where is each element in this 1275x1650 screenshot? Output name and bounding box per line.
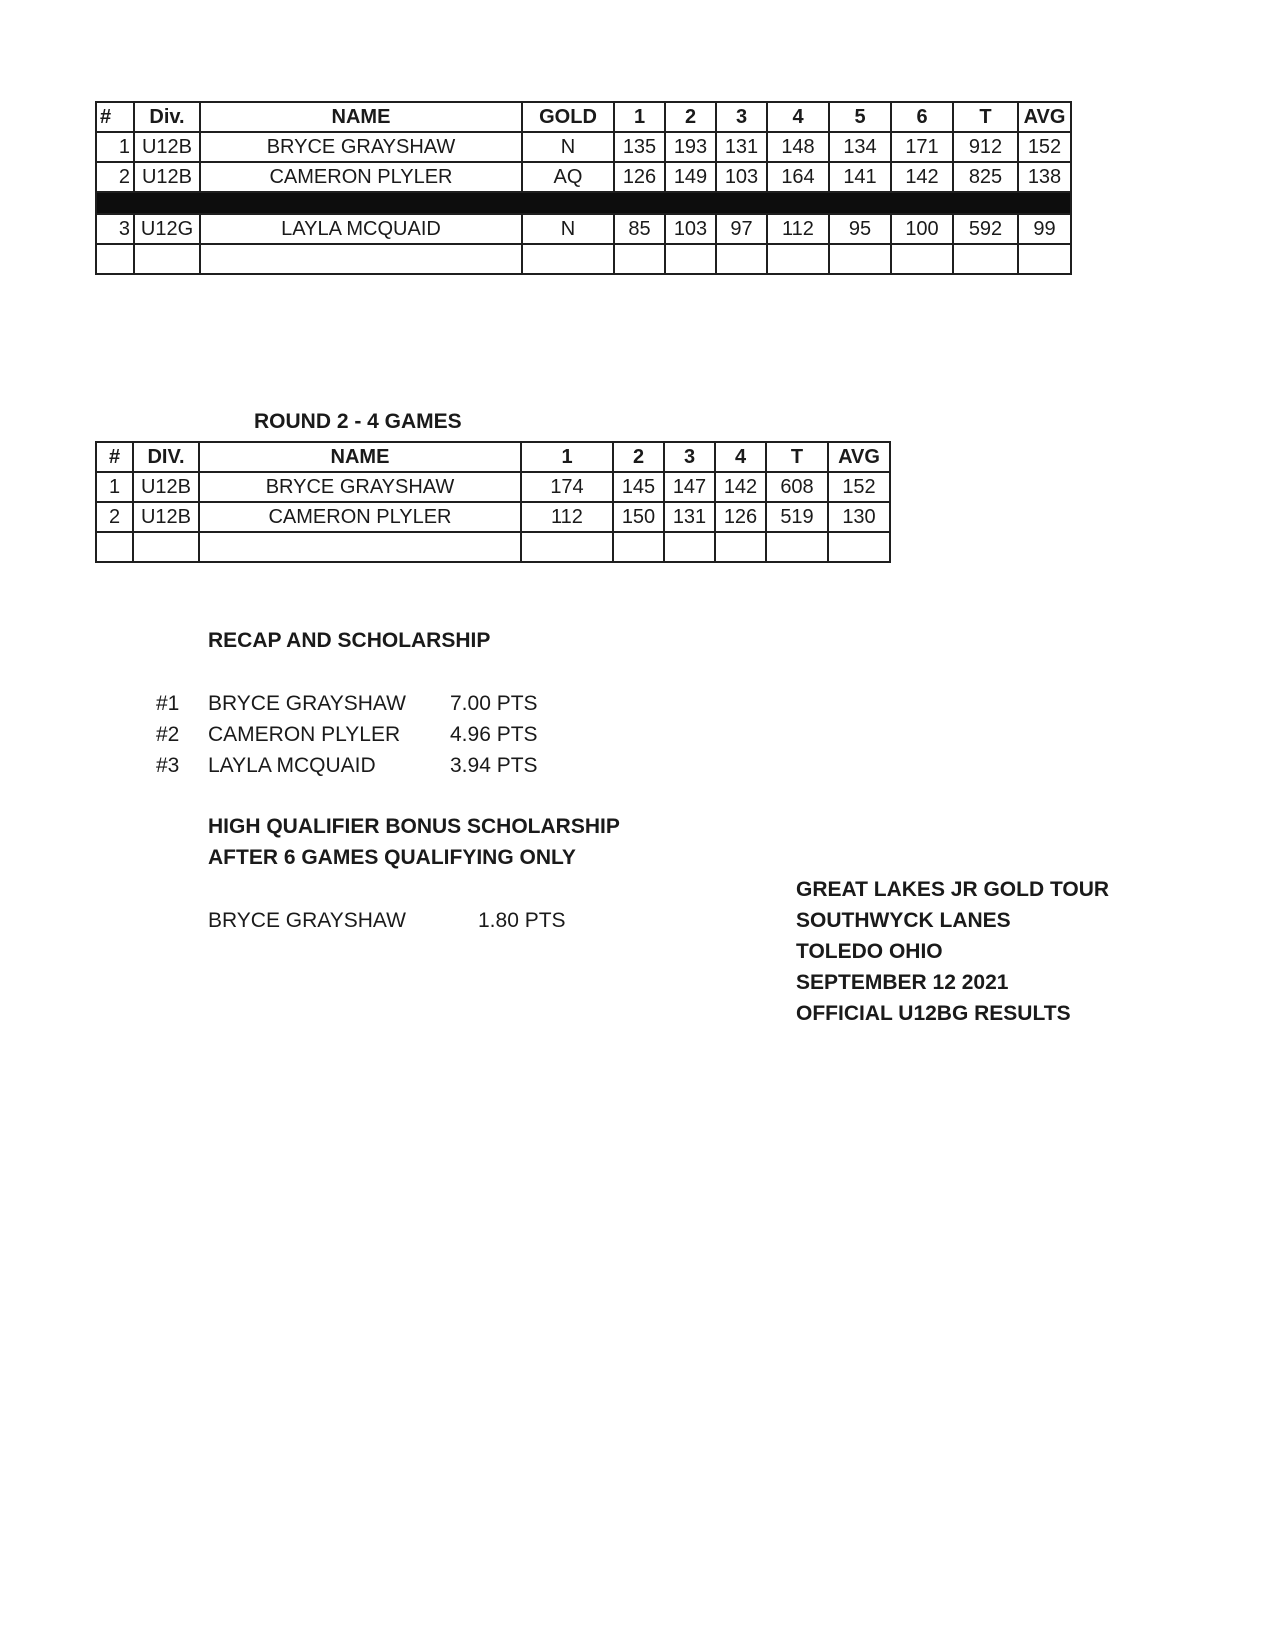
col-avg: AVG (1018, 102, 1071, 132)
col-div: DIV. (133, 442, 199, 472)
table-row (96, 502, 890, 532)
cell-game: 145 (613, 472, 664, 502)
cell-game: 135 (614, 132, 665, 162)
col-game5: 5 (829, 102, 891, 132)
cell-game: 150 (613, 502, 664, 532)
cell-game: 126 (614, 162, 665, 192)
cell-avg: 130 (828, 502, 890, 532)
col-total: T (953, 102, 1018, 132)
col-game4: 4 (715, 442, 766, 472)
cell-game: 142 (715, 472, 766, 502)
cell-div: U12B (133, 472, 199, 502)
col-name: NAME (199, 442, 521, 472)
col-name: NAME (200, 102, 522, 132)
cell-rank: 2 (96, 502, 133, 532)
cell-name: BRYCE GRAYSHAW (199, 472, 521, 502)
round2-title: ROUND 2 - 4 GAMES (254, 410, 462, 433)
bonus-title: HIGH QUALIFIER BONUS SCHOLARSHIP (208, 815, 620, 838)
cell-game: 131 (716, 132, 767, 162)
recap-name: BRYCE GRAYSHAW (208, 692, 406, 715)
event-date: SEPTEMBER 12 2021 (796, 971, 1009, 994)
col-total: T (766, 442, 828, 472)
table-row (96, 472, 890, 502)
header-row (96, 442, 890, 472)
cell-game: 97 (716, 214, 767, 244)
cell-name: BRYCE GRAYSHAW (200, 132, 522, 162)
cell-total: 825 (953, 162, 1018, 192)
cell-avg: 99 (1018, 214, 1071, 244)
recap-points: 7.00 PTS (450, 692, 538, 715)
recap-title: RECAP AND SCHOLARSHIP (208, 629, 491, 652)
cell-game: 142 (891, 162, 953, 192)
cell-game: 112 (767, 214, 829, 244)
recap-points: 4.96 PTS (450, 723, 538, 746)
cell-div: U12G (134, 214, 200, 244)
round2-table (95, 441, 891, 563)
cell-div: U12B (134, 132, 200, 162)
cell-game: 174 (521, 472, 613, 502)
event-venue: SOUTHWYCK LANES (796, 909, 1011, 932)
col-game2: 2 (665, 102, 716, 132)
col-game3: 3 (716, 102, 767, 132)
col-game2: 2 (613, 442, 664, 472)
cell-gold: N (522, 132, 614, 162)
cell-game: 126 (715, 502, 766, 532)
col-game4: 4 (767, 102, 829, 132)
cell-avg: 152 (828, 472, 890, 502)
cell-name: CAMERON PLYLER (200, 162, 522, 192)
col-game1: 1 (521, 442, 613, 472)
cell-game: 148 (767, 132, 829, 162)
recap-rank: #2 (156, 723, 180, 746)
header-row (96, 102, 1071, 132)
cell-rank: 1 (96, 132, 134, 162)
cell-game: 112 (521, 502, 613, 532)
cell-div: U12B (134, 162, 200, 192)
col-rank: # (96, 102, 134, 132)
cell-game: 193 (665, 132, 716, 162)
cell-div: U12B (133, 502, 199, 532)
cell-rank: 3 (96, 214, 134, 244)
col-avg: AVG (828, 442, 890, 472)
recap-name: LAYLA MCQUAID (208, 754, 376, 777)
cell-total: 519 (766, 502, 828, 532)
col-game3: 3 (664, 442, 715, 472)
round1-table (95, 101, 1072, 275)
empty-row (96, 244, 1071, 274)
recap-name: CAMERON PLYLER (208, 723, 401, 746)
bonus-points: 1.80 PTS (478, 909, 566, 932)
cell-gold: N (522, 214, 614, 244)
cell-game: 147 (664, 472, 715, 502)
cell-game: 95 (829, 214, 891, 244)
empty-row (96, 532, 890, 562)
table-row (96, 162, 1071, 192)
cell-name: LAYLA MCQUAID (200, 214, 522, 244)
event-results-label: OFFICIAL U12BG RESULTS (796, 1002, 1071, 1025)
cell-game: 164 (767, 162, 829, 192)
col-game6: 6 (891, 102, 953, 132)
divider-bar (96, 192, 1071, 214)
col-div: Div. (134, 102, 200, 132)
cell-game: 141 (829, 162, 891, 192)
cell-game: 171 (891, 132, 953, 162)
col-rank: # (96, 442, 133, 472)
recap-rank: #1 (156, 692, 180, 715)
cell-game: 103 (665, 214, 716, 244)
cell-total: 608 (766, 472, 828, 502)
col-gold: GOLD (522, 102, 614, 132)
cell-total: 592 (953, 214, 1018, 244)
cell-gold: AQ (522, 162, 614, 192)
cell-avg: 138 (1018, 162, 1071, 192)
cell-game: 134 (829, 132, 891, 162)
cell-game: 85 (614, 214, 665, 244)
cell-rank: 2 (96, 162, 134, 192)
cell-game: 131 (664, 502, 715, 532)
cell-rank: 1 (96, 472, 133, 502)
recap-rank: #3 (156, 754, 180, 777)
cell-total: 912 (953, 132, 1018, 162)
cell-avg: 152 (1018, 132, 1071, 162)
recap-points: 3.94 PTS (450, 754, 538, 777)
cell-game: 149 (665, 162, 716, 192)
cell-game: 103 (716, 162, 767, 192)
event-tour: GREAT LAKES JR GOLD TOUR (796, 878, 1110, 901)
bonus-subtitle: AFTER 6 GAMES QUALIFYING ONLY (208, 846, 576, 869)
col-game1: 1 (614, 102, 665, 132)
bonus-name: BRYCE GRAYSHAW (208, 909, 406, 932)
table-row (96, 132, 1071, 162)
table-row (96, 214, 1071, 244)
event-location: TOLEDO OHIO (796, 940, 943, 963)
cell-game: 100 (891, 214, 953, 244)
cell-name: CAMERON PLYLER (199, 502, 521, 532)
